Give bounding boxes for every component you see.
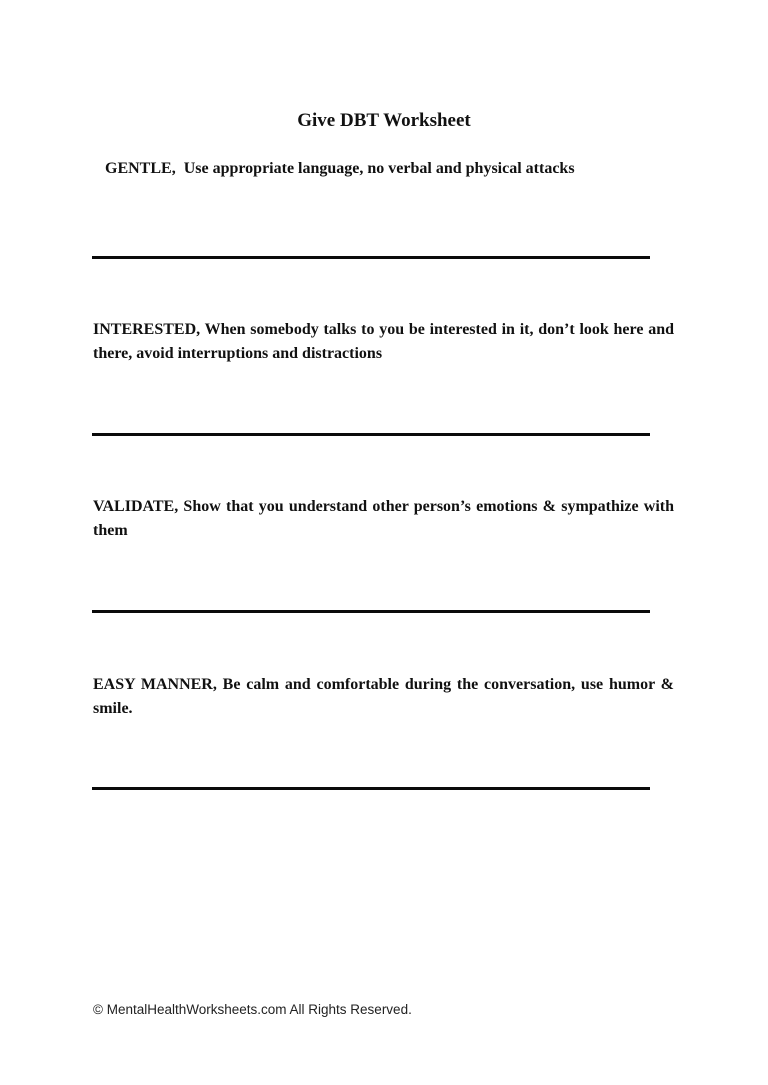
prompt-interested: INTERESTED, When somebody talks to you be interested in it, don’t look here and there, avoid interruptions and distractions [93, 321, 678, 362]
answer-line-gentle[interactable] [92, 256, 650, 259]
worksheet-title: Give DBT Worksheet [297, 110, 471, 131]
copyright-footer: © MentalHealthWorksheets.com All Rights Reserved. [93, 1002, 412, 1017]
prompt-easy-manner: EASY MANNER, Be calm and comfortable during the conversation, use humor & smile. [93, 676, 678, 717]
answer-line-validate[interactable] [92, 610, 650, 613]
answer-line-easy-manner[interactable] [92, 787, 650, 790]
prompt-validate: VALIDATE, Show that you understand other person’s emotions & sympathize with them [93, 498, 678, 539]
answer-line-interested[interactable] [92, 433, 650, 436]
prompt-gentle: GENTLE, Use appropriate language, no verbal and physical attacks [105, 160, 575, 177]
